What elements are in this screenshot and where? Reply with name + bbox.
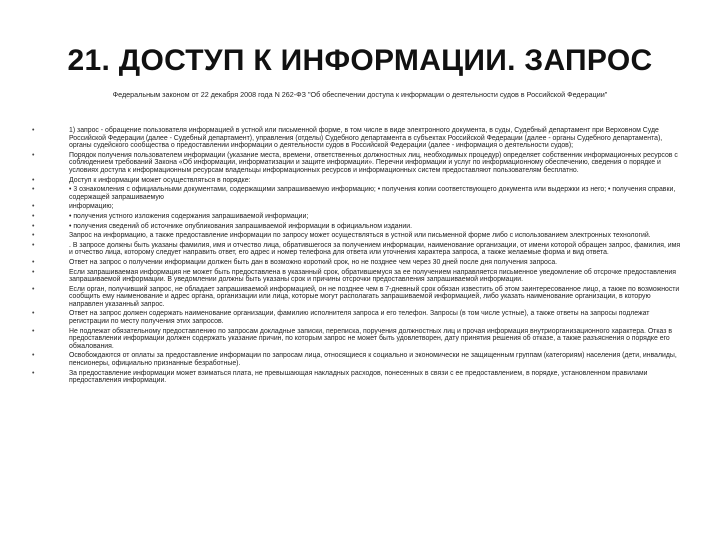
list-item: • • получения сведений об источнике опубликования запрашиваемой информации в официальном издании. [32, 223, 682, 231]
list-item: • Если орган, получивший запрос, не обладает запрашиваемой информацией, он не позднее чем в 7-дневный срок обязан известить об этом заинтересованное лицо, а также по возможности сообщить ему наименование и адрес органа, организации или лица, которые могут располагать запрашиваемой информацией, либо указать наименование организации, в которую направлен указанный запрос. [32, 286, 682, 309]
list-item: • 1) запрос - обращение пользователя информацией в устной или письменной форме, в том числе в виде электронного документа, в суды, Судебный департамент при Верховном Суде Российской Федерации (далее - Судебный департамент), управления (отделы) Судебного департамента в субъектах Российской Федерации (далее - органы Судебного департамента), органы судейского сообщества о предоставлении информации о деятельности судов в Российской Федерации (далее - информация о деятельности судов); [32, 127, 682, 150]
list-item: • Ответ на запрос о получении информации должен быть дан в возможно короткий срок, но не позднее чем через 30 дней после дня получения запроса. [32, 259, 682, 267]
slide-subtitle: Федеральным законом от 22 декабря 2008 года N 262-ФЗ "Об обеспечении доступа к информации о деятельности судов в Российской Федерации" [112, 90, 608, 99]
list-item: • Доступ к информации может осуществляться в порядке: [32, 177, 682, 185]
list-item: • Порядок получения пользователем информации (указание места, времени, ответственных должностных лиц, необходимых процедур) определяет собственник информационных ресурсов с соблюдением требований Закона «Об информации, информатизации и защите информации». Перечни информации и услуг по информационному обеспечению, сведения о порядке и условиях доступа к информационным ресурсам владельцы информационных ресурсов и информационных систем предоставляют пользователям бесплатно. [32, 152, 682, 175]
list-item: • . В запросе должны быть указаны фамилия, имя и отчество лица, обратившегося за получением информации, наименование организации, от имени которой обращен запрос, фамилия, имя и отчество лица, которому следует направить ответ, его адрес и номер телефона для ответа или уточнения характера запроса, а также желаемые форма и вид ответа. [32, 242, 682, 257]
list-item: • Освобождаются от оплаты за предоставление информации по запросам лица, относящиеся к социально и экономически не защищенным группам (категориям) населения (дети, инвалиды, пенсионеры, официально признанные безработные). [32, 352, 682, 367]
list-item: • Запрос на информацию, а также предоставление информации по запросу может осуществляться в устной или письменной форме либо с использованием электронных технологий. [32, 232, 682, 240]
list-item: • Ответ на запрос должен содержать наименование организации, фамилию исполнителя запроса и его телефон. Запросы (в том числе устные), а также ответы на запросы подлежат регистрации по месту получения этих запросов. [32, 310, 682, 325]
list-item: • информацию; [32, 203, 682, 211]
list-item: • • получения устного изложения содержания запрашиваемой информации; [32, 213, 682, 221]
bullet-list [32, 127, 682, 387]
list-item: • Не подлежат обязательному предоставлению по запросам докладные записки, переписка, поручения должностных лиц и прочая информация внутриорганизационного характера. Отказ в предоставлении информации должен содержать указание причин, по которым запрос не может быть удовлетворен, дату принятия решения об отказе, а также разъяснения о порядке его обжалования. [32, 328, 682, 351]
list-item: • Если запрашиваемая информация не может быть предоставлена в указанный срок, обратившемуся за ее получением направляется письменное уведомление об отсрочке предоставления запрашиваемой информации. В уведомлении должны быть указаны срок и причины отсрочки предоставления запрашиваемой информации. [32, 269, 682, 284]
slide-title: 21. ДОСТУП К ИНФОРМАЦИИ. ЗАПРОС [67, 44, 653, 77]
list-item: • • 3 ознакомления с официальными документами, содержащими запрашиваемую информацию; • получения копии соответствующего документа или выдержки из него; • получения справки, содержащей запрашиваемую [32, 186, 682, 201]
list-item: • За предоставление информации может взиматься плата, не превышающая накладных расходов, понесенных в связи с ее предоставлением, в порядке, установленном правилами предоставления информации. [32, 370, 682, 385]
